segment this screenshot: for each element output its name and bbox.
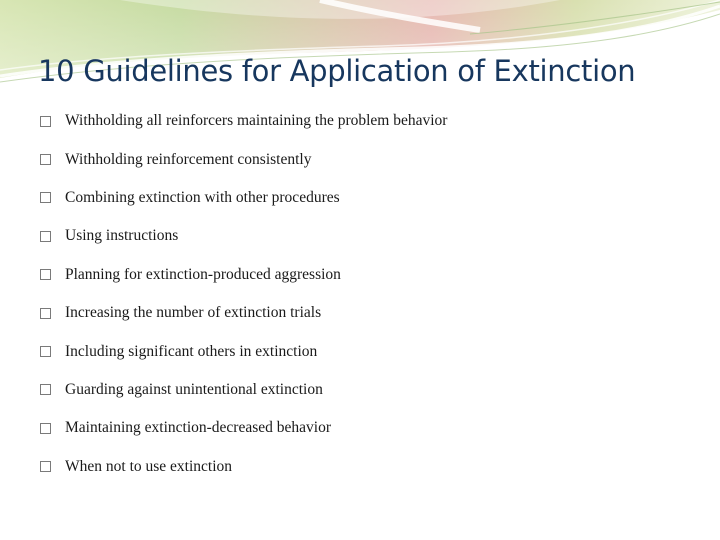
bullet-item — [40, 371, 700, 409]
bullet-text: Withholding reinforcement consistently — [65, 150, 312, 168]
empty-square-bullet-icon — [40, 384, 51, 395]
bullet-text: Maintaining extinction-decreased behavior — [65, 419, 331, 437]
empty-square-bullet-icon — [40, 116, 51, 127]
empty-square-bullet-icon — [40, 308, 51, 319]
empty-square-bullet-icon — [40, 269, 51, 280]
bullet-text: Including significant others in extinction — [65, 342, 318, 360]
bullet-text: Withholding all reinforcers maintaining the problem behavior — [65, 112, 448, 130]
empty-square-bullet-icon — [40, 423, 51, 434]
bullet-item — [40, 102, 700, 140]
bullet-item — [40, 179, 700, 217]
bullet-item — [40, 217, 700, 255]
bullet-item — [40, 448, 700, 486]
empty-square-bullet-icon — [40, 346, 51, 357]
bullet-text: Combining extinction with other procedures — [65, 188, 340, 206]
bullet-text: Planning for extinction-produced aggression — [65, 265, 341, 283]
empty-square-bullet-icon — [40, 231, 51, 242]
slide-title: 10 Guidelines for Application of Extinction — [38, 54, 636, 88]
bullet-item — [40, 332, 700, 370]
empty-square-bullet-icon — [40, 154, 51, 165]
empty-square-bullet-icon — [40, 461, 51, 472]
bullet-text: When not to use extinction — [65, 457, 233, 475]
bullet-item — [40, 294, 700, 332]
bullet-item — [40, 256, 700, 294]
bullet-text: Using instructions — [65, 227, 179, 245]
bullet-item — [40, 409, 700, 447]
empty-square-bullet-icon — [40, 192, 51, 203]
bullet-list — [40, 102, 700, 486]
bullet-text: Guarding against unintentional extinction — [65, 380, 323, 398]
bullet-item — [40, 140, 700, 178]
bullet-text: Increasing the number of extinction trials — [65, 304, 322, 322]
